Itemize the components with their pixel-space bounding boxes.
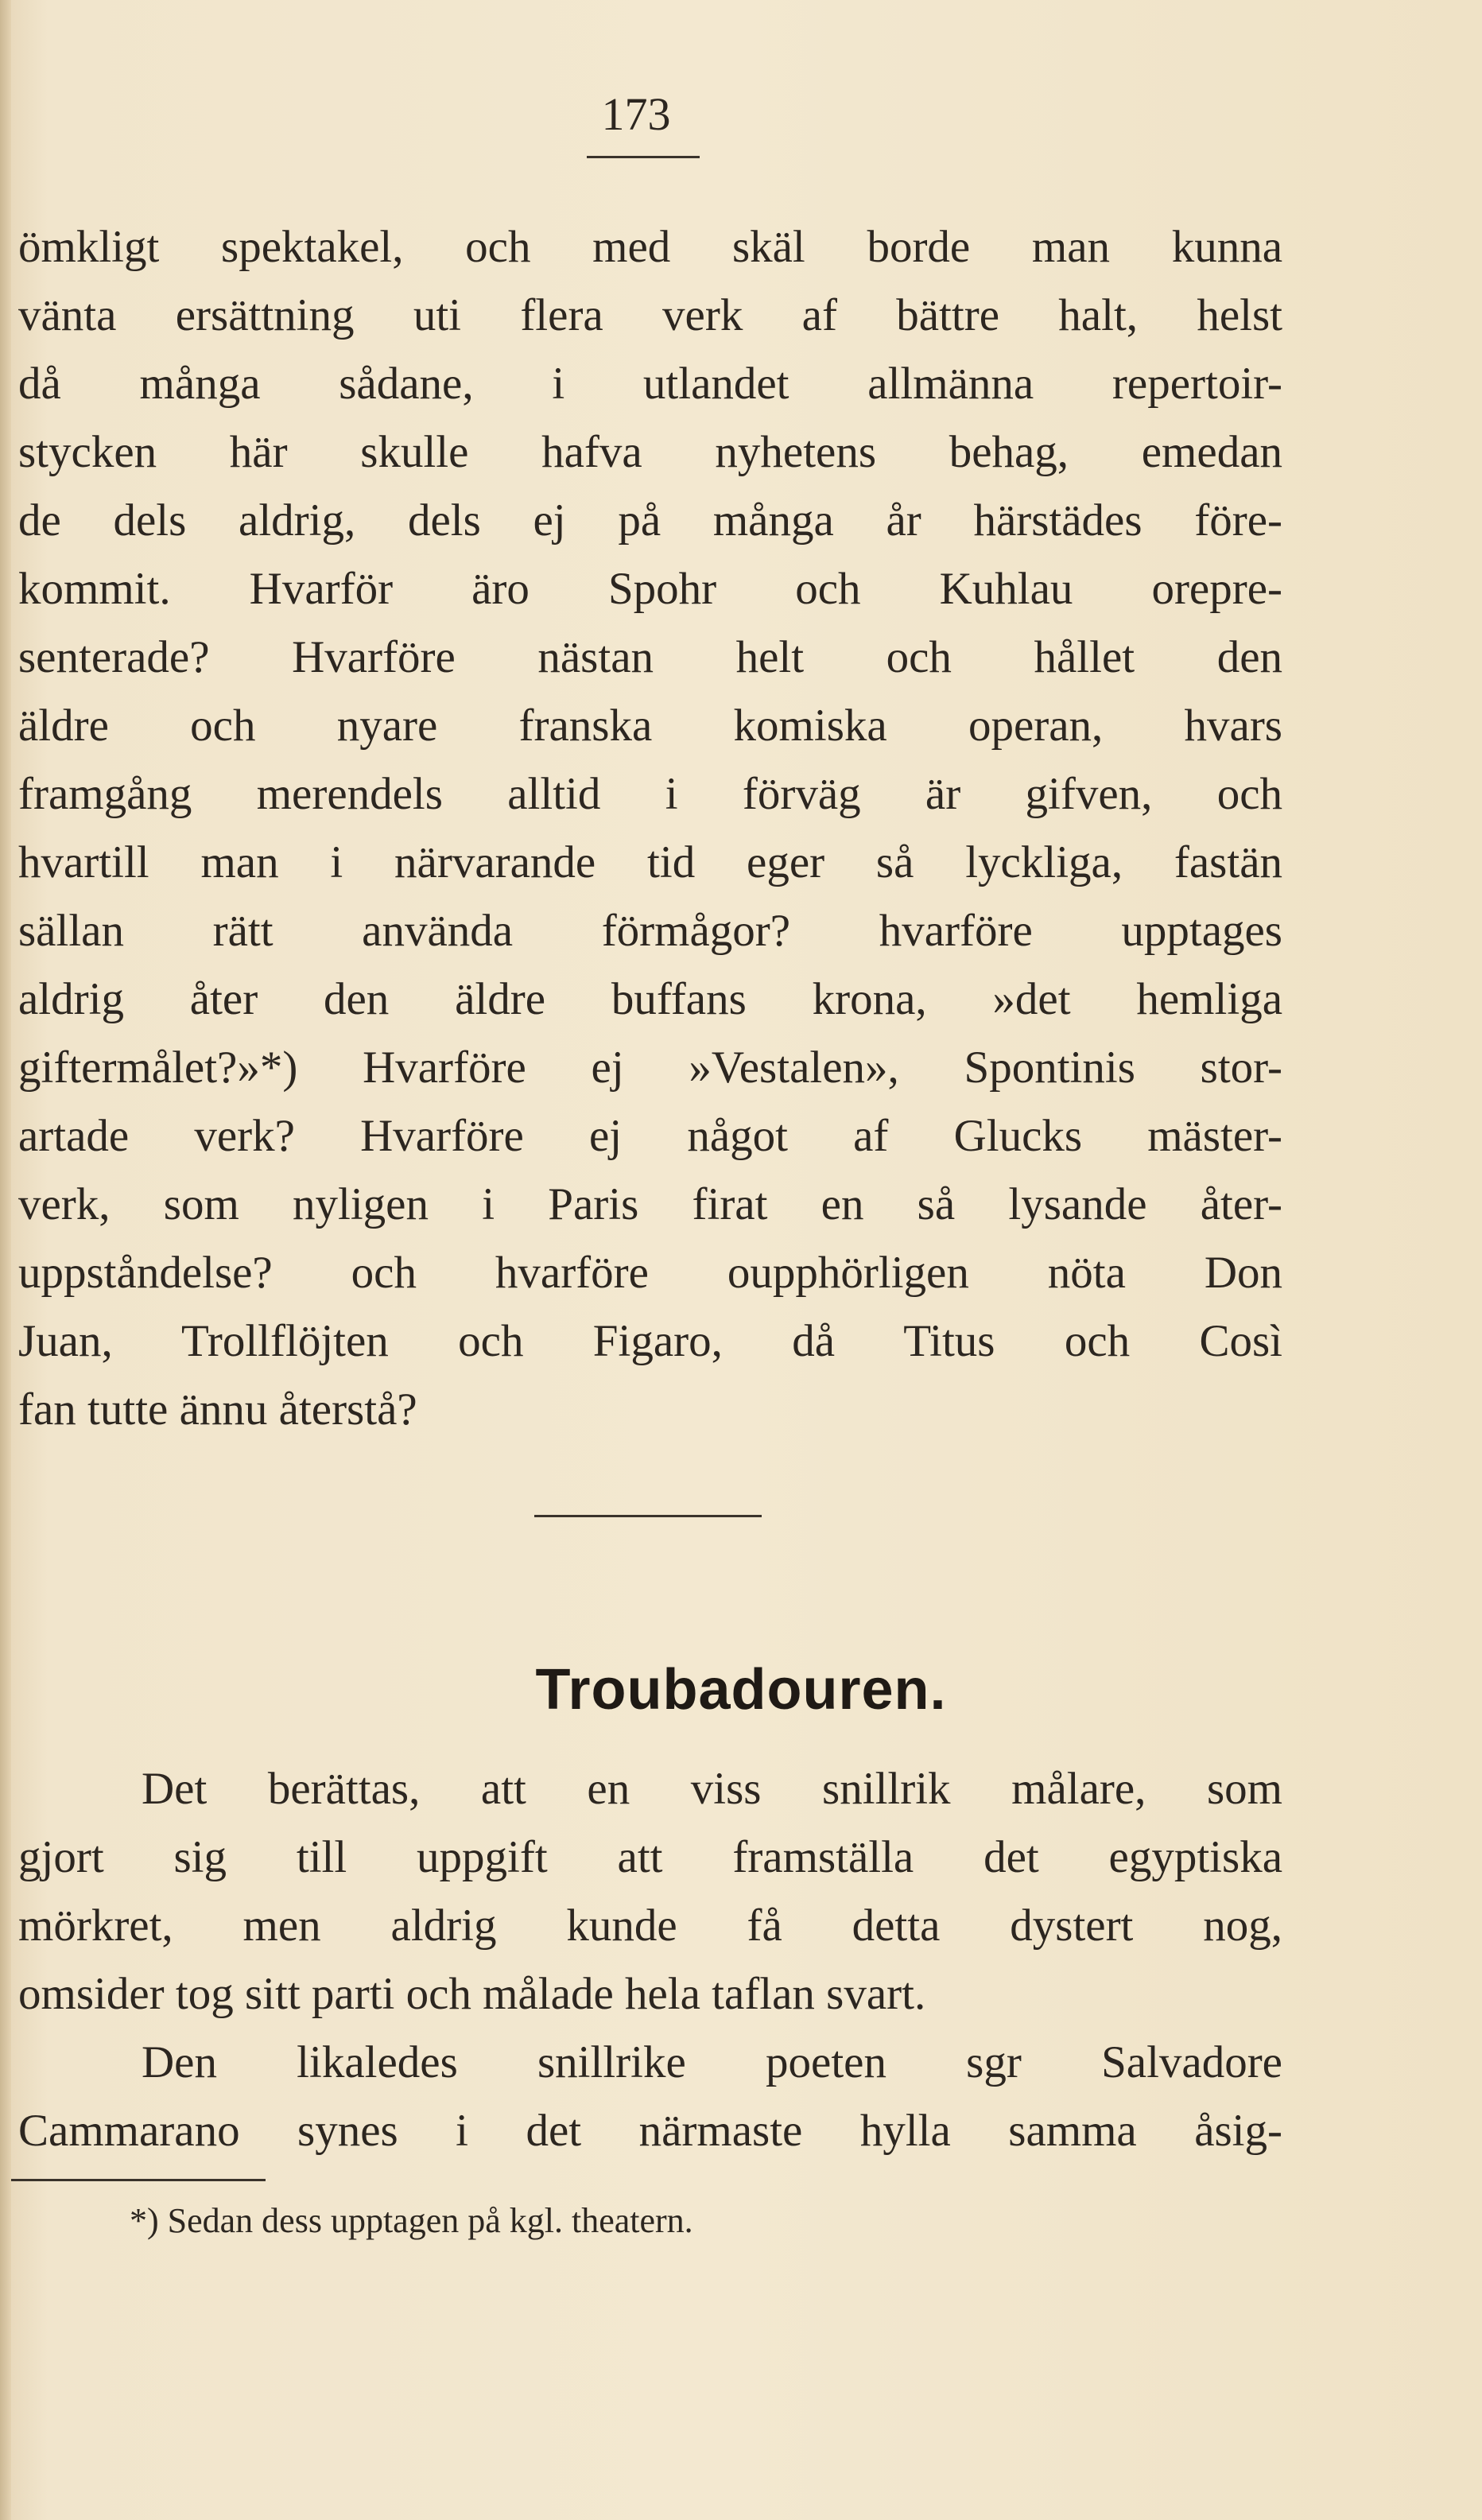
text-line: giftermålet?»*) Hvarföre ej »Vestalen», Spontinis stor- [18, 1043, 1282, 1093]
text-line: Juan, Trollflöjten och Figaro, då Titus och Così [18, 1316, 1282, 1366]
text-line: fan tutte ännu återstå? [18, 1384, 417, 1435]
section-title: Troubadouren. [535, 1658, 947, 1722]
text-line: framgång merendels alltid i förväg är gifven, och [18, 769, 1282, 819]
text-line: uppståndelse? och hvarföre oupphörligen nöta Don [18, 1248, 1282, 1298]
text-line: Det berättas, att en viss snillrik målare, som [142, 1764, 1282, 1814]
footnote-rule [11, 2179, 266, 2181]
text-line: de dels aldrig, dels ej på många år härstädes före- [18, 495, 1282, 546]
text-line: sällan rätt använda förmågor? hvarföre upptages [18, 906, 1282, 956]
text-line: gjort sig till uppgift att framställa det egyptiska [18, 1832, 1282, 1882]
text-line: aldrig åter den äldre buffans krona, »det hemliga [18, 974, 1282, 1024]
text-line: Cammarano synes i det närmaste hylla samma åsig- [18, 2106, 1282, 2156]
text-line: stycken här skulle hafva nyhetens behag, emedan [18, 427, 1282, 477]
footnote: *) Sedan dess upptagen på kgl. theatern. [130, 2201, 693, 2240]
text-line: då många sådane, i utlandet allmänna repertoir- [18, 359, 1282, 409]
text-line: artade verk? Hvarföre ej något af Glucks mäster- [18, 1111, 1282, 1161]
text-line: vänta ersättning uti flera verk af bättre halt, helst [18, 290, 1282, 340]
text-line: verk, som nyligen i Paris firat en så lysande åter- [18, 1179, 1282, 1229]
text-line: omsider tog sitt parti och målade hela taflan svart. [18, 1969, 926, 2019]
page-number-rule [587, 156, 700, 158]
text-line: ömkligt spektakel, och med skäl borde man kunna [18, 222, 1282, 272]
section-divider [534, 1515, 762, 1517]
intro-paragraph [18, 213, 1282, 1444]
text-line: senterade? Hvarföre nästan helt och hållet den [18, 632, 1282, 682]
story-paragraph [18, 1755, 1282, 2165]
page-number: 173 [601, 88, 671, 140]
text-line: Den likaledes snillrike poeten sgr Salvadore [142, 2037, 1282, 2087]
text-line: äldre och nyare franska komiska operan, hvars [18, 701, 1282, 751]
binding-edge [0, 0, 11, 2520]
text-line: hvartill man i närvarande tid eger så lyckliga, fastän [18, 837, 1282, 887]
text-line: mörkret, men aldrig kunde få detta dystert nog, [18, 1901, 1282, 1951]
text-line: kommit. Hvarför äro Spohr och Kuhlau orepre- [18, 564, 1282, 614]
